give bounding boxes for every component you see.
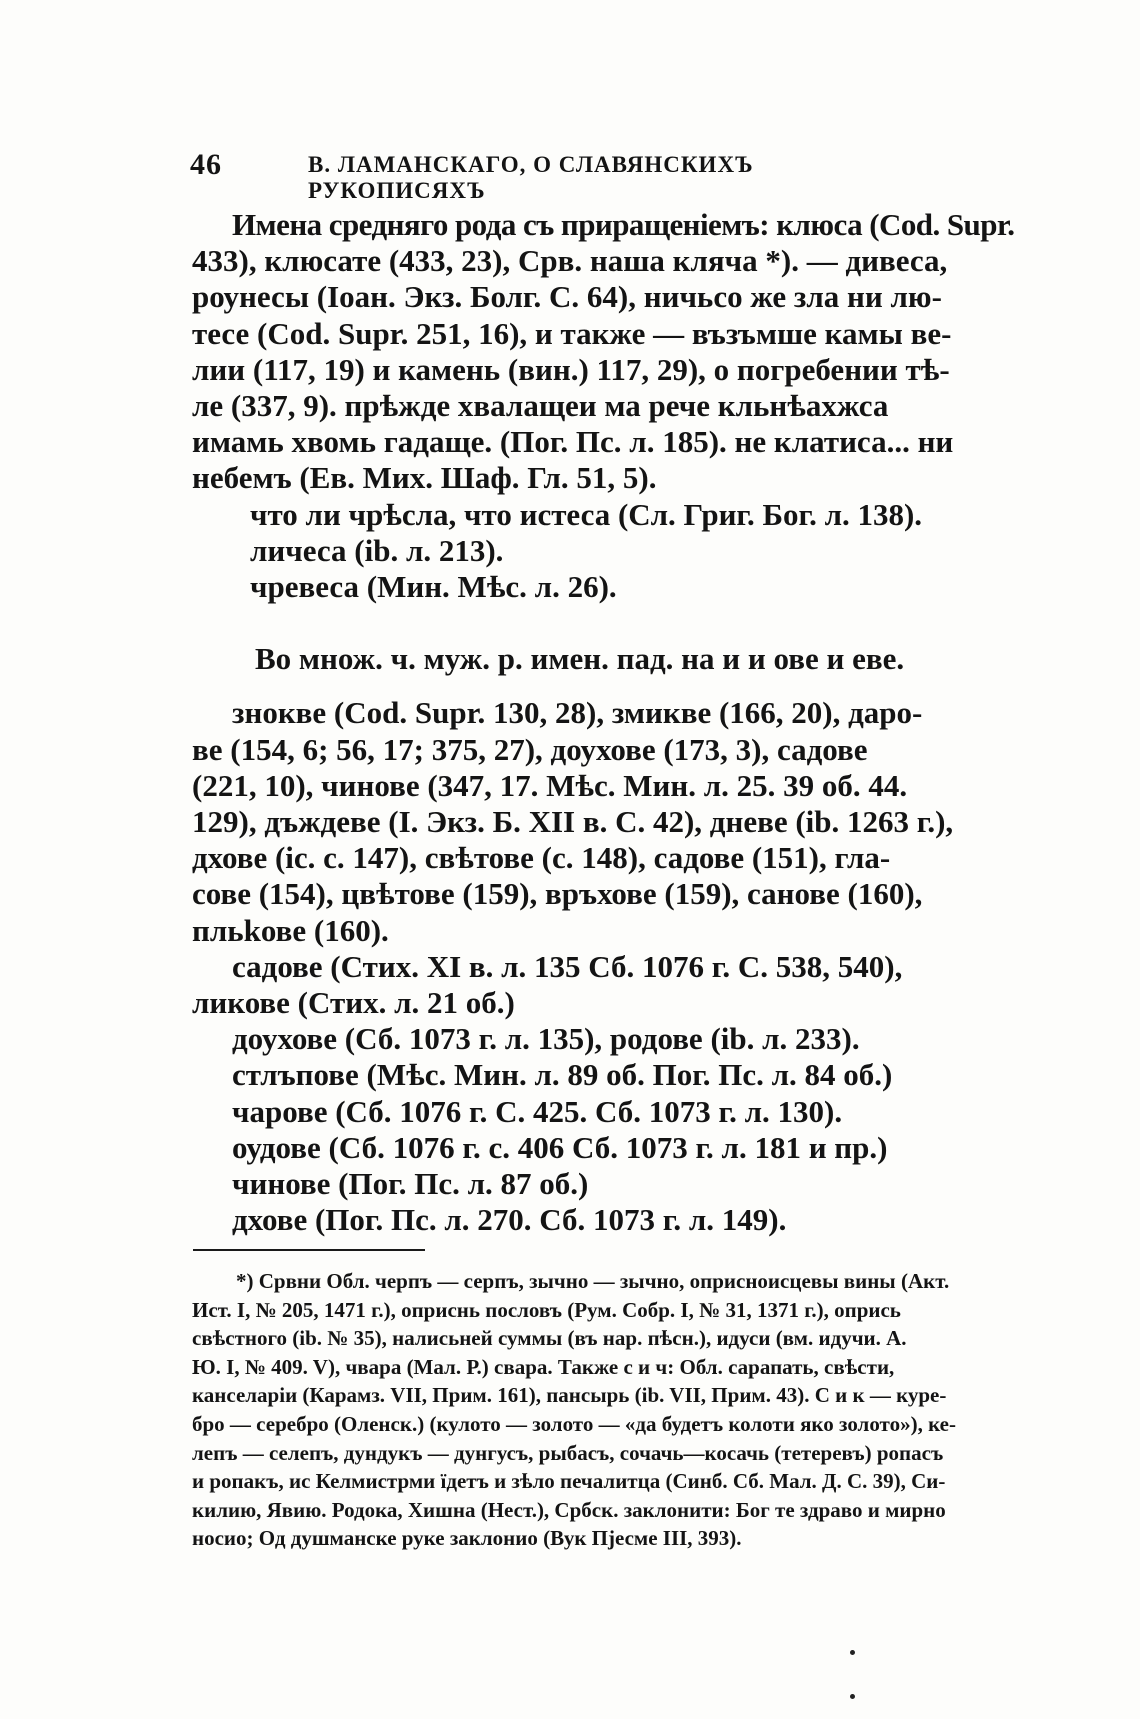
paragraph-examples-list <box>192 1021 1014 1238</box>
paragraph-sadove <box>192 949 1014 1021</box>
text-line: Имена средняго рода съ приращеніемъ: клюса (Cod. Supr. <box>232 207 1015 242</box>
text-line: 433), клюсате (433, 23), Срв. наша кляча *). — дивеса, <box>192 243 948 279</box>
text-line: знокве (Cod. Supr. 130, 28), змикве (166, 20), даро- <box>232 695 923 731</box>
text-line: тесе (Cod. Supr. 251, 16), и также — възъмше камы ве- <box>192 315 952 351</box>
text-line: чарове (Сб. 1076 г. С. 425. Сб. 1073 г. л. 130). <box>232 1093 843 1129</box>
footnote-line: Ю. I, № 409. V), чвара (Мал. Р.) свара. Также с и ч: Обл. сарапать, свѣсти, <box>192 1354 895 1379</box>
text-line: ве (154, 6; 56, 17; 375, 27), доухове (173, 3), садове <box>192 731 868 767</box>
footnote-line: Ист. I, № 205, 1471 г.), оприснь пословъ (Рум. Собр. I, № 31, 1371 г.), опрись <box>192 1297 901 1322</box>
running-title: В. ЛАМАНСКАГО, О СЛАВЯНСКИХЪ РУКОПИСЯХЪ <box>308 152 754 203</box>
section-heading: Во множ. ч. муж. р. имен. пад. на и и ове и еве. <box>255 641 905 677</box>
footnote-line: *) Срвни Обл. черпъ — серпъ, зычно — зычно, оприсноисцевы вины (Акт. <box>236 1269 950 1293</box>
footnote-line: килию, Явию. Родока, Хишна (Нест.), Србск. заклонити: Бог те здраво и мирно <box>192 1497 946 1522</box>
text-line: ликове (Стих. л. 21 об.) <box>192 985 515 1021</box>
text-line: оудове (Сб. 1076 г. с. 406 Сб. 1073 г. л. 181 и пр.) <box>232 1129 888 1165</box>
text-line: чинове (Пог. Пс. л. 87 об.) <box>232 1166 589 1202</box>
footnote-line: свѣстного (ib. № 35), налисьней суммы (въ нар. пѣсн.), идуси (вм. идучи. А. <box>192 1326 907 1351</box>
text-line: пльkове (160). <box>192 912 389 948</box>
text-line: садове (Стих. XI в. л. 135 Сб. 1076 г. С. 538, 540), <box>232 948 903 984</box>
footnote-line: лепъ — селепъ, дундукъ — дунгусъ, рыбасъ, сочачь—косачь (тетеревъ) ропасъ <box>192 1440 944 1465</box>
footnote-paragraph <box>192 1267 1014 1553</box>
text-line: 129), дъждеве (I. Экз. Б. XII в. С. 42), дневе (ib. 1263 г.), <box>192 804 954 840</box>
main-text <box>192 207 1014 1238</box>
text-line: дхове (ic. с. 147), свѣтове (с. 148), садове (151), гла- <box>192 840 891 876</box>
footnote-line: канселаріи (Карамз. VII, Прим. 161), пансырь (ib. VII, Прим. 43). С и к — куре- <box>192 1383 947 1408</box>
page-number: 46 <box>190 148 222 181</box>
text-line: лии (117, 19) и камень (вин.) 117, 29), о погребении тѣ- <box>192 351 950 387</box>
footnote-separator <box>193 1249 425 1251</box>
print-speck <box>850 1694 855 1699</box>
paragraph-neuter-nouns <box>192 207 1014 605</box>
footnote-line: носио; Од душманске руке заклонио (Вук Пјесме III, 393). <box>192 1526 742 1551</box>
text-line: роунесы (Іоан. Экз. Болг. С. 64), ничьсо же зла ни лю- <box>192 279 942 315</box>
text-line: стлъпове (Мѣс. Мин. л. 89 об. Пог. Пс. л. 84 об.) <box>232 1057 893 1093</box>
text-line: сове (154), цвѣтове (159), връхове (159), санове (160), <box>192 876 923 912</box>
text-line: имамь хвомь гадаще. (Пог. Пс. л. 185). не клатиса... ни <box>192 424 954 460</box>
text-line: доухове (Сб. 1073 г. л. 135), родове (ib. л. 233). <box>232 1021 860 1057</box>
footnote-line: и ропакъ, ис Келмистрми їдетъ и зѣло печалитца (Синб. Сб. Мал. Д. С. 39), Си- <box>192 1469 946 1494</box>
footnote <box>192 1267 1014 1553</box>
page-header <box>190 148 910 203</box>
paragraph-plural-forms <box>192 695 1014 948</box>
footnote-line: бро — серебро (Оленск.) (кулото — золото — «да будетъ колоти яко золото»), ке- <box>192 1411 956 1436</box>
text-line: небемъ (Ев. Мих. Шаф. Гл. 51, 5). <box>192 460 657 496</box>
text-line: личеса (ib. л. 213). <box>250 532 504 568</box>
print-speck <box>850 1650 855 1655</box>
text-line: чревеса (Мин. Мѣс. л. 26). <box>250 569 617 605</box>
text-line: дхове (Пог. Пс. л. 270. Сб. 1073 г. л. 149). <box>232 1202 787 1238</box>
text-line: что ли чрѣсла, что истеса (Сл. Григ. Бог. л. 138). <box>250 496 923 532</box>
text-line: (221, 10), чинове (347, 17. Мѣс. Мин. л. 25. 39 об. 44. <box>192 767 908 803</box>
text-line: ле (337, 9). прѣжде хвалащеи ма рече кльнѣахжса <box>192 388 889 424</box>
